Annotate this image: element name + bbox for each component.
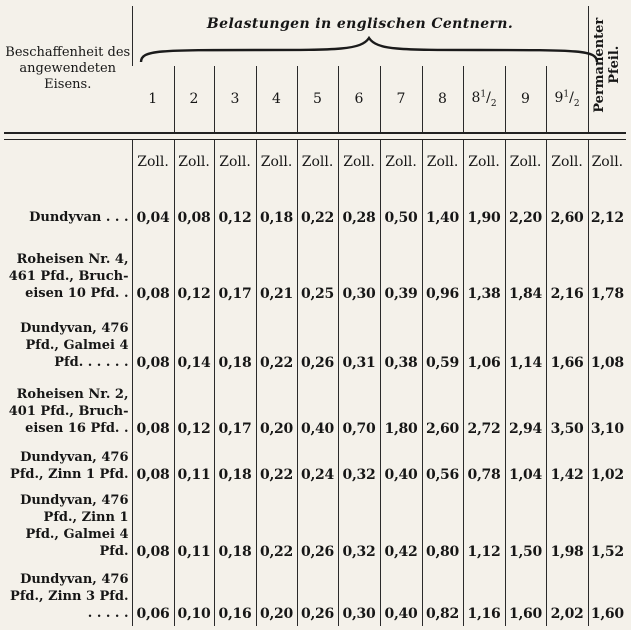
deflection-value: 1,06: [463, 306, 505, 374]
load-column-6: 6: [338, 66, 380, 133]
load-column-7: 7: [380, 66, 422, 133]
deflection-value: 1,66: [546, 306, 588, 374]
unit-row: [4, 140, 626, 183]
unit-label: Zoll.: [380, 140, 422, 183]
unit-row-spacer: [4, 140, 132, 183]
load-column-9: $8^1/_2$: [463, 66, 505, 133]
deflection-value: 0,96: [422, 230, 463, 307]
unit-label: Zoll.: [174, 140, 214, 183]
deflection-value: 0,80: [422, 487, 463, 564]
load-column-2: 2: [174, 66, 214, 133]
deflection-value: 1,12: [463, 487, 505, 564]
deflection-table: [4, 6, 626, 626]
deflection-value: 0,28: [338, 183, 380, 230]
deflection-value: 0,32: [338, 487, 380, 564]
permanent-value: 1,02: [588, 441, 626, 488]
permanent-heading: Permanenter Pfeil.: [592, 17, 623, 113]
deflection-value: 0,08: [132, 230, 174, 307]
deflection-value: 0,26: [297, 306, 338, 374]
deflection-value: 0,70: [338, 375, 380, 441]
deflection-value: 1,38: [463, 230, 505, 307]
row-label: Dundyvan, 476 Pfd., Zinn 1 Pfd.: [10, 450, 129, 483]
row-label: Dundyvan, 476 Pfd., Galmei 4 Pfd. . . . . .: [20, 320, 129, 370]
deflection-value: 0,11: [174, 441, 214, 488]
deflection-value: 1,16: [463, 564, 505, 626]
deflection-value: 0,04: [132, 183, 174, 230]
unit-label: Zoll.: [256, 140, 297, 183]
unit-label: Zoll.: [132, 140, 174, 183]
row-label: Dundyvan, 476 Pfd., Zinn 3 Pfd. . . . . .: [10, 572, 129, 621]
deflection-value: 2,94: [505, 375, 546, 441]
unit-label: Zoll.: [588, 140, 626, 183]
deflection-value: 1,50: [505, 487, 546, 564]
deflection-value: 0,39: [380, 230, 422, 307]
deflection-value: 0,31: [338, 306, 380, 374]
load-column-5: 5: [297, 66, 338, 133]
deflection-value: 1,40: [422, 183, 463, 230]
deflection-value: 0,08: [132, 441, 174, 488]
deflection-value: 0,82: [422, 564, 463, 626]
table-row: [4, 230, 626, 307]
deflection-value: 2,20: [505, 183, 546, 230]
deflection-value: 0,25: [297, 230, 338, 307]
deflection-value: 0,08: [132, 306, 174, 374]
deflection-value: 0,22: [256, 487, 297, 564]
deflection-value: 0,14: [174, 306, 214, 374]
table-row: [4, 487, 626, 564]
deflection-value: 2,72: [463, 375, 505, 441]
permanent-value: 1,78: [588, 230, 626, 307]
deflection-value: 0,17: [214, 230, 256, 307]
load-column-10: 9: [505, 66, 546, 133]
deflection-value: 0,20: [256, 375, 297, 441]
deflection-value: 0,30: [338, 230, 380, 307]
load-column-4: 4: [256, 66, 297, 133]
deflection-value: 0,17: [214, 375, 256, 441]
unit-label: Zoll.: [463, 140, 505, 183]
deflection-value: 0,24: [297, 441, 338, 488]
deflection-value: 0,40: [380, 441, 422, 488]
table-row: [4, 564, 626, 626]
deflection-value: 0,22: [256, 441, 297, 488]
deflection-value: 1,84: [505, 230, 546, 307]
deflection-value: 0,08: [132, 487, 174, 564]
row-label: Dundyvan, 476 Pfd., Zinn 1 Pfd., Galmei 4 Pfd.: [20, 493, 129, 560]
deflection-value: 2,60: [422, 375, 463, 441]
deflection-value: 0,42: [380, 487, 422, 564]
brace-icon: [139, 36, 599, 64]
permanent-value: 2,12: [588, 183, 626, 230]
permanent-value: 1,60: [588, 564, 626, 626]
deflection-value: 0,50: [380, 183, 422, 230]
deflection-value: 1,80: [380, 375, 422, 441]
permanent-heading-cell: [588, 6, 626, 133]
table-row: [4, 441, 626, 488]
load-column-8: 8: [422, 66, 463, 133]
table-row: [4, 183, 626, 230]
load-group-heading: [132, 6, 588, 66]
deflection-value: 0,18: [214, 306, 256, 374]
unit-label: Zoll.: [546, 140, 588, 183]
row-label: Dundyvan . . .: [29, 209, 129, 225]
deflection-value: 0,16: [214, 564, 256, 626]
deflection-value: 0,59: [422, 306, 463, 374]
deflection-value: 0,12: [174, 375, 214, 441]
deflection-value: 0,12: [214, 183, 256, 230]
permanent-value: 1,52: [588, 487, 626, 564]
group-title: Belastungen in englischen Centnern.: [206, 16, 514, 32]
deflection-value: 0,40: [297, 375, 338, 441]
deflection-value: 0,38: [380, 306, 422, 374]
deflection-value: 0,11: [174, 487, 214, 564]
deflection-value: 0,18: [256, 183, 297, 230]
unit-label: Zoll.: [505, 140, 546, 183]
deflection-value: 0,26: [297, 564, 338, 626]
deflection-value: 0,06: [132, 564, 174, 626]
deflection-value: 0,18: [214, 441, 256, 488]
deflection-value: 0,30: [338, 564, 380, 626]
deflection-value: 0,10: [174, 564, 214, 626]
deflection-value: 1,60: [505, 564, 546, 626]
deflection-value: 0,78: [463, 441, 505, 488]
load-column-1: 1: [148, 90, 158, 107]
deflection-value: 0,32: [338, 441, 380, 488]
deflection-value: 0,40: [380, 564, 422, 626]
load-column-11: $9^1/_2$: [546, 66, 588, 133]
deflection-value: 1,04: [505, 441, 546, 488]
deflection-value: 2,16: [546, 230, 588, 307]
table-row: [4, 375, 626, 441]
deflection-value: 0,08: [132, 375, 174, 441]
deflection-value: 0,22: [297, 183, 338, 230]
deflection-value: 0,18: [214, 487, 256, 564]
permanent-value: 3,10: [588, 375, 626, 441]
deflection-value: 1,42: [546, 441, 588, 488]
unit-label: Zoll.: [338, 140, 380, 183]
deflection-value: 1,14: [505, 306, 546, 374]
load-column-3: 3: [214, 66, 256, 133]
table-row: [4, 306, 626, 374]
deflection-value: 3,50: [546, 375, 588, 441]
deflection-value: 0,20: [256, 564, 297, 626]
deflection-value: 2,60: [546, 183, 588, 230]
row-label: Roheisen Nr. 4, 461 Pfd., Bruch-eisen 10 Pfd. .: [8, 252, 129, 302]
deflection-value: 0,56: [422, 441, 463, 488]
deflection-value: 0,22: [256, 306, 297, 374]
deflection-value: 0,26: [297, 487, 338, 564]
row-label: Roheisen Nr. 2, 401 Pfd., Bruch-eisen 16 Pfd. .: [8, 386, 129, 436]
double-rule: [4, 133, 626, 140]
unit-label: Zoll.: [297, 140, 338, 183]
deflection-value: 0,12: [174, 230, 214, 307]
deflection-value: 0,08: [174, 183, 214, 230]
unit-label: Zoll.: [214, 140, 256, 183]
unit-label: Zoll.: [422, 140, 463, 183]
row-label-heading: Beschaffenheit des angewendeten Eisens.: [5, 44, 131, 92]
deflection-value: 0,21: [256, 230, 297, 307]
deflection-value: 1,98: [546, 487, 588, 564]
deflection-value: 1,90: [463, 183, 505, 230]
deflection-value: 2,02: [546, 564, 588, 626]
permanent-value: 1,08: [588, 306, 626, 374]
